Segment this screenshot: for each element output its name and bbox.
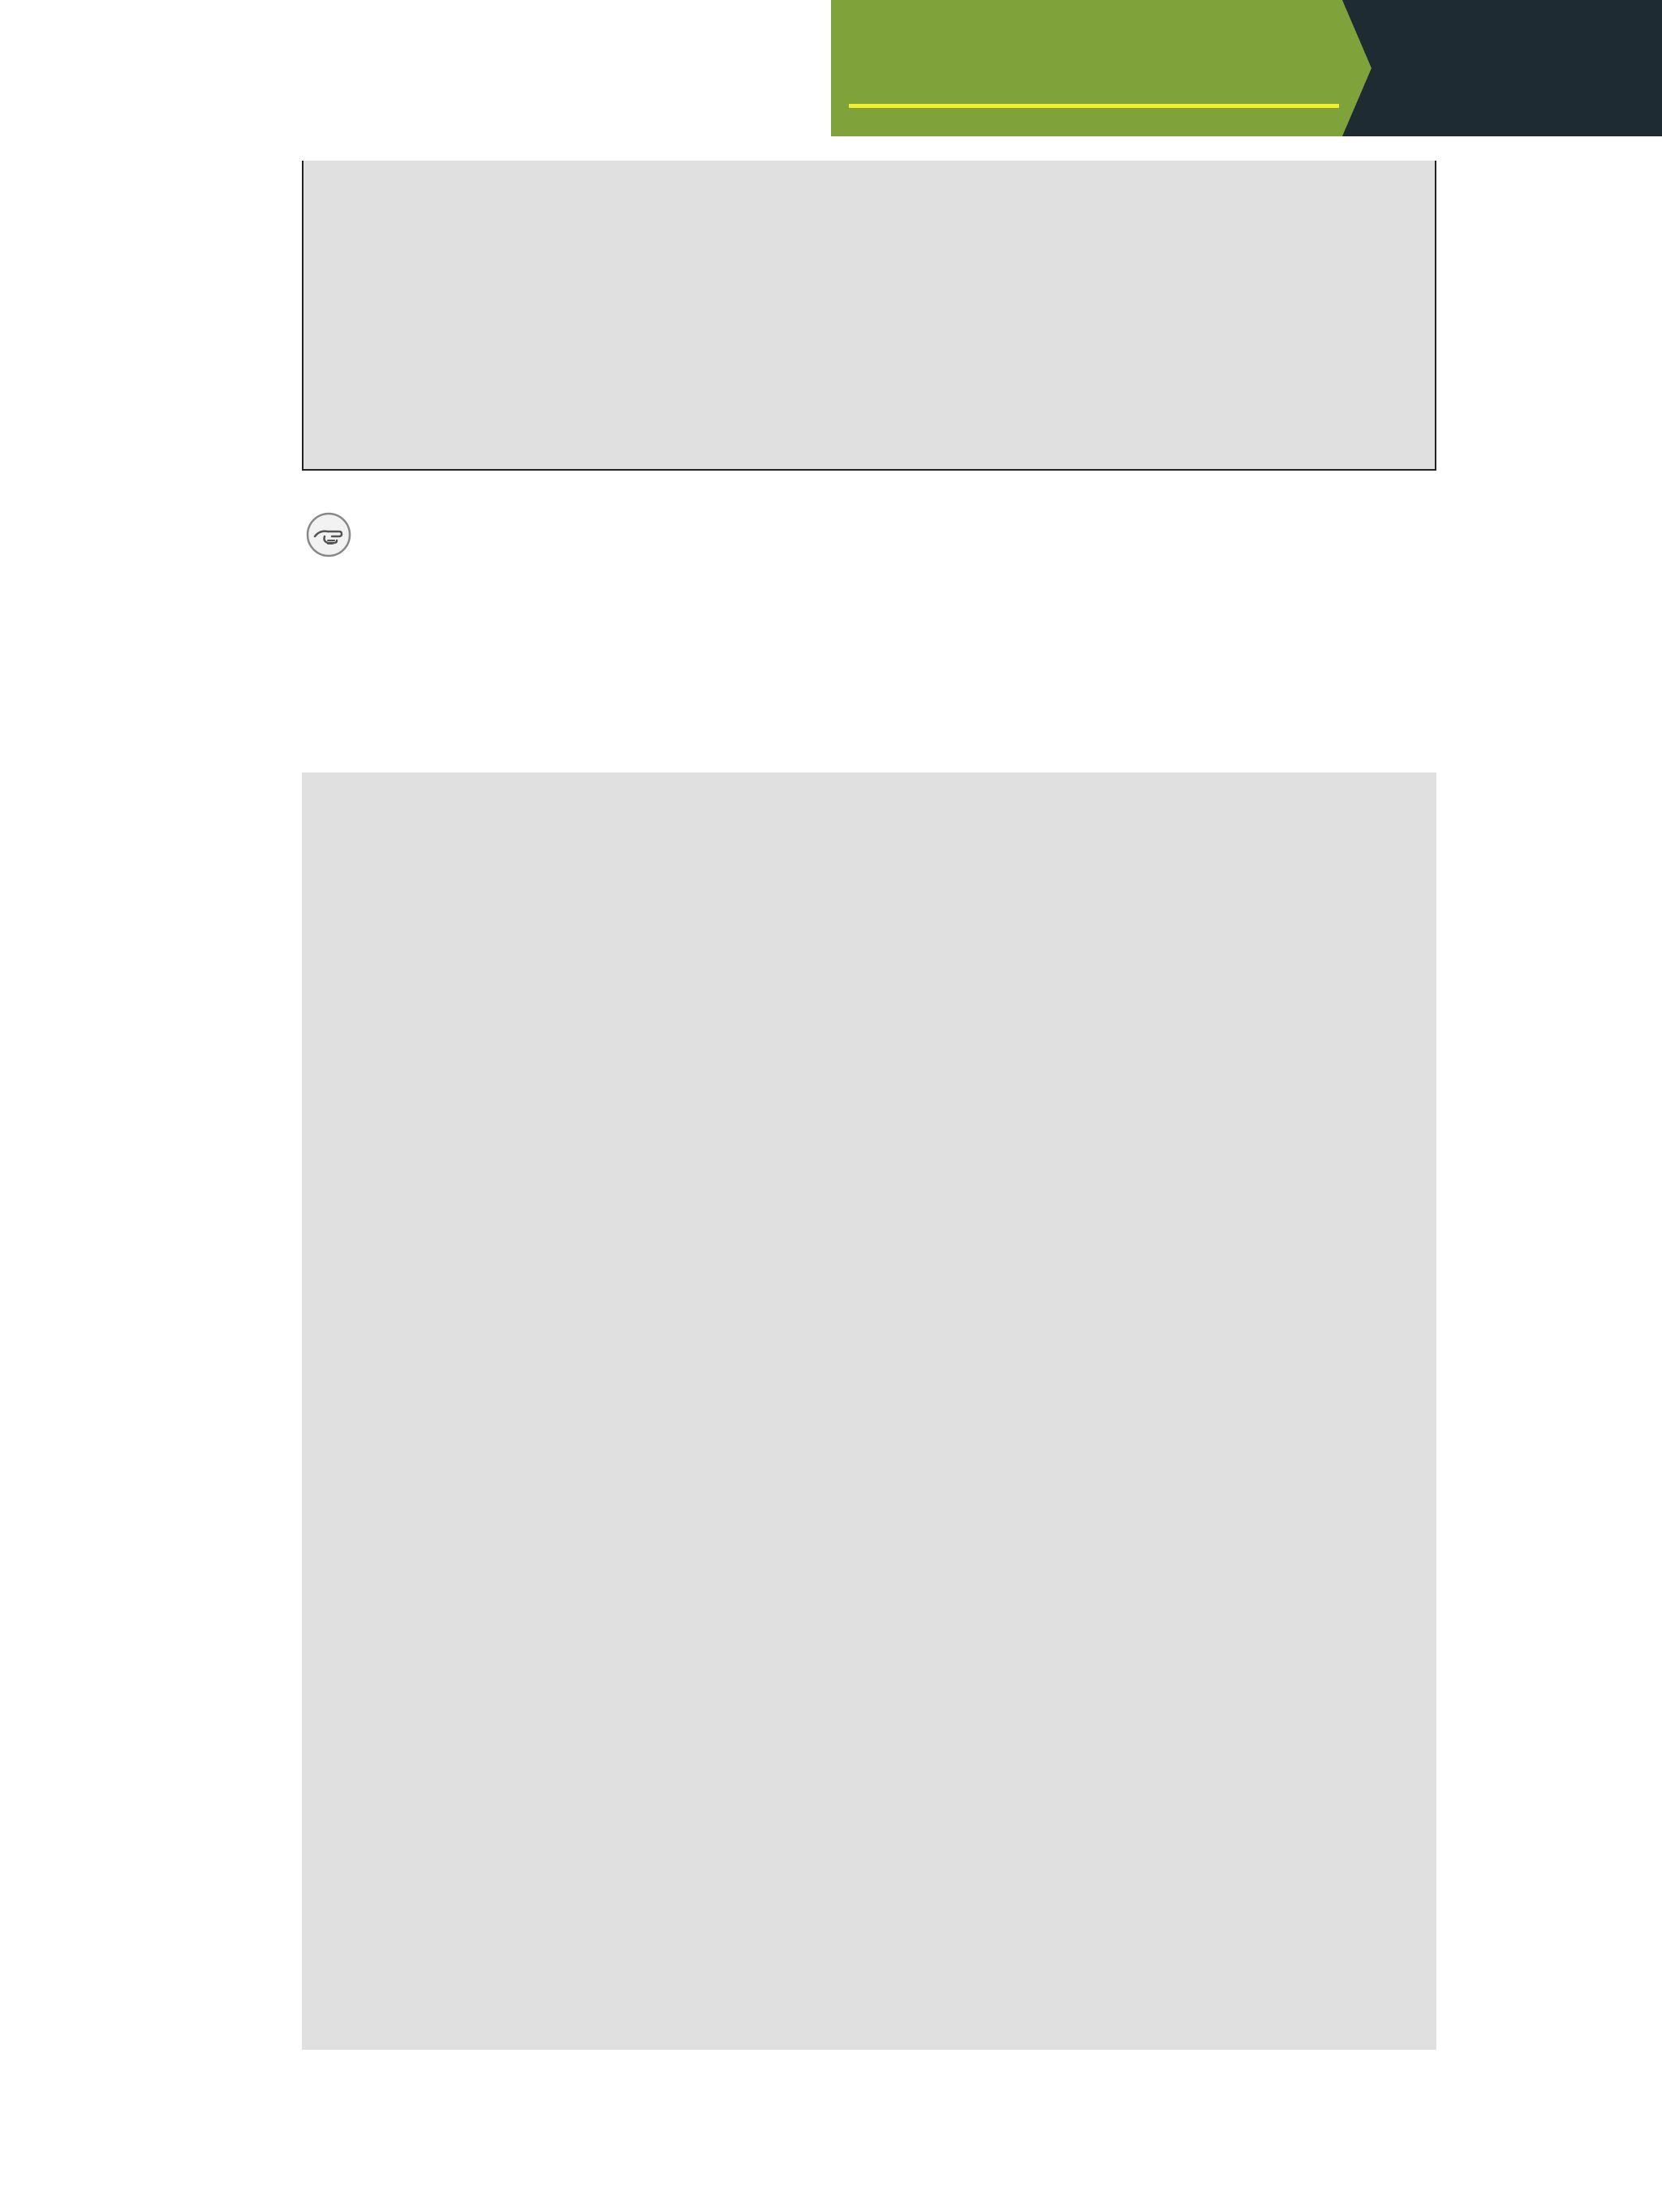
feature-on-time-delivery: [1391, 52, 1662, 86]
studyhub-banner[interactable]: [831, 0, 1662, 136]
banner-arrow: [1342, 0, 1371, 136]
note-paragraph-md5sum: [362, 587, 1441, 625]
code-listing-box: [302, 772, 1436, 2050]
feature-plagiarism-free: [1391, 86, 1662, 120]
banner-features: [1342, 0, 1662, 136]
terminal-output-box: [302, 161, 1436, 471]
logo-underline: [849, 104, 1339, 108]
feature-experienced-writers: [1391, 18, 1662, 52]
note-hand-icon: [305, 511, 352, 558]
banner-logo-area[interactable]: [831, 0, 1342, 136]
